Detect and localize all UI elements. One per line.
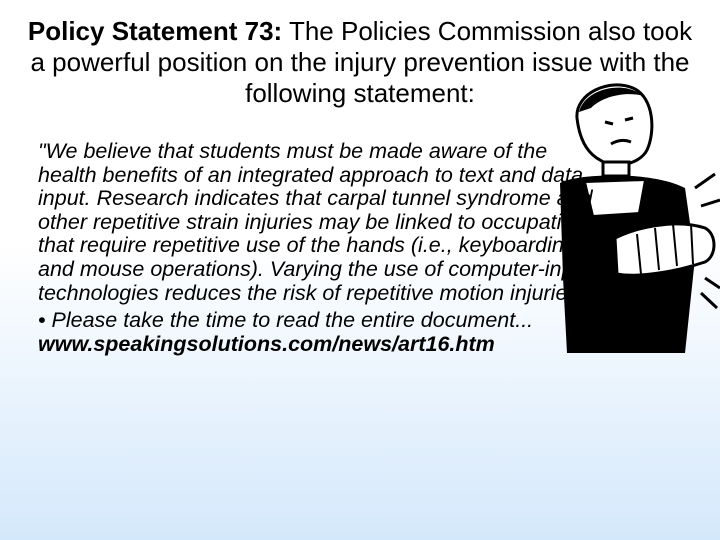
pain-line (695, 174, 715, 188)
body-text (38, 140, 598, 356)
pain-line (701, 200, 720, 206)
pain-line (701, 293, 717, 308)
worker-eye (605, 122, 613, 124)
worker-neck (603, 162, 629, 176)
document-link[interactable]: www.speakingsolutions.com/news/art16.htm (38, 331, 495, 356)
pain-line (705, 278, 720, 288)
bullet-text: • Please take the time to read the entire document... (38, 308, 534, 333)
worker-eye (625, 118, 633, 120)
title-bold: Policy Statement 73: (27, 16, 283, 46)
title-rest: The Policies Commission also took a powerful position on the injury prevention issue with the following statement: (30, 16, 693, 108)
quote-text: "We believe that students must be made aware of the health benefits of an integrated approach to text and data input. Research indicates that carpal tunnel syndrome and other repetitive strain injuries may be linked to occupations that require repetitive use of the hands (i.e., keyboarding and mouse operations). Varying the use of computer-input technologies reduces the risk of repetitive motion injuries." (38, 139, 597, 305)
bandaged-arm (615, 224, 714, 275)
